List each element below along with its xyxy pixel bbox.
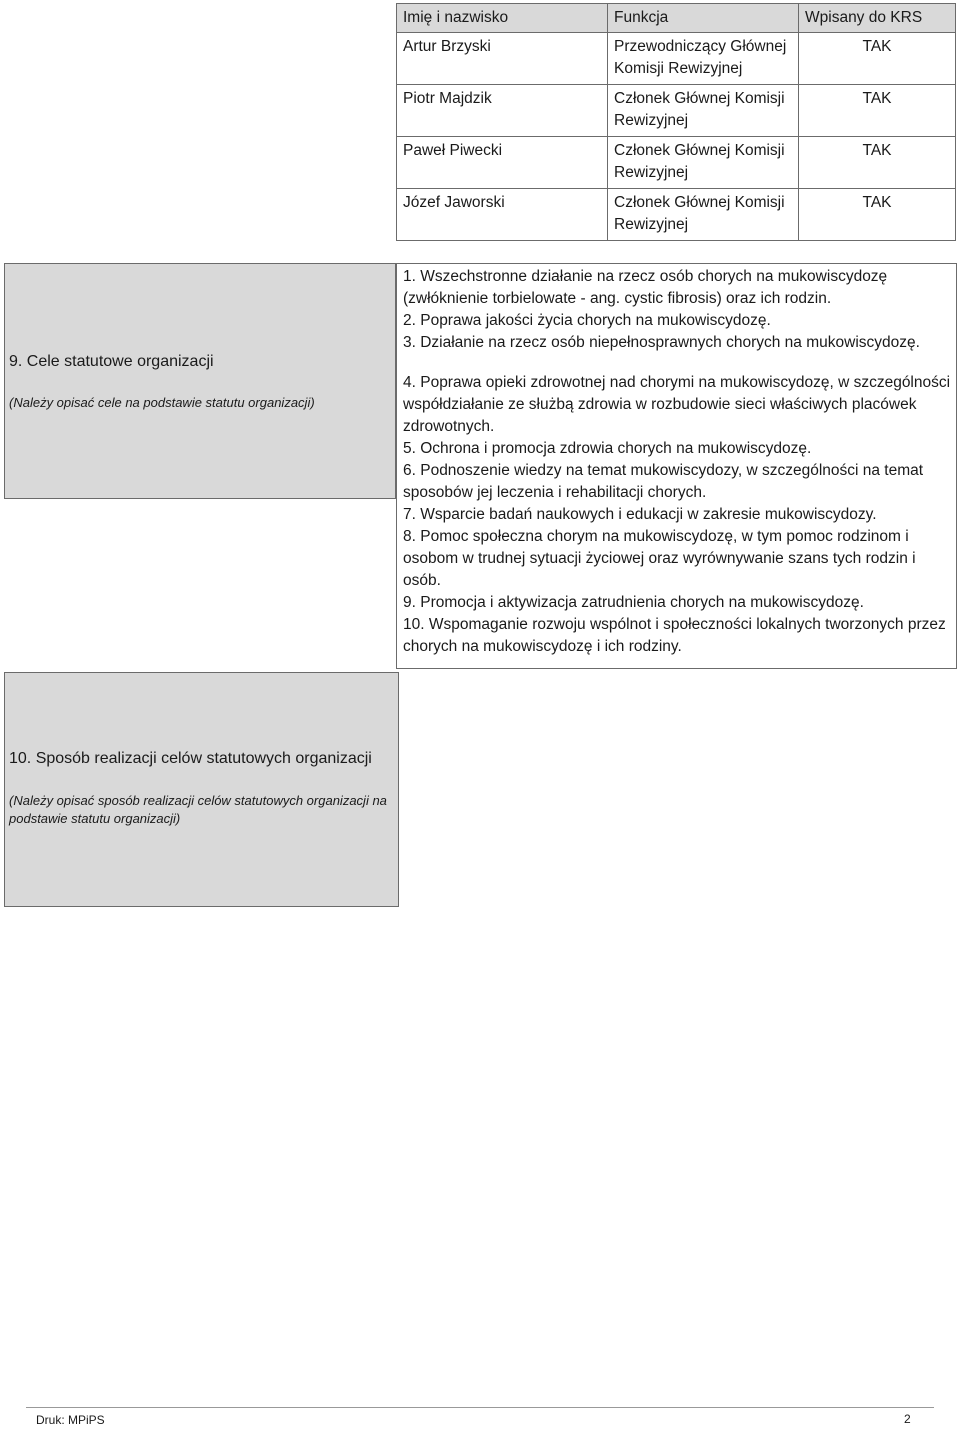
table-row [397,33,956,85]
members-table-header-row [397,4,956,33]
member-function: Członek Głównej Komisji Rewizyjnej [608,85,799,137]
header-krs: Wpisany do KRS [799,4,956,33]
header-name: Imię i nazwisko [397,4,608,33]
member-function: Przewodniczący Głównej Komisji Rewizyjnej [608,33,799,85]
section9-goals-box [396,263,957,669]
footer-page-number: 2 [904,1412,911,1426]
section10-title: 10. Sposób realizacji celów statutowych organizacji [9,750,372,767]
goal-item: 5. Ochrona i promocja zdrowia chorych na mukowiscydozę. [403,440,812,457]
header-function: Funkcja [608,4,799,33]
member-name: Artur Brzyski [397,33,608,85]
goal-item: 10. Wspomaganie rozwoju wspólnot i społeczności lokalnych tworzonych przez chorych na mukowiscydozę i ich rodziny. [403,616,946,655]
footer-print-label: Druk: MPiPS [36,1413,105,1427]
goal-item: 8. Pomoc społeczna chorym na mukowiscydozę, w tym pomoc rodzinom i osobom w trudnej sytuacji życiowej oraz wyrównywanie szans tych rodzin i osób. [403,528,916,589]
member-krs: TAK [799,85,956,137]
member-function: Członek Głównej Komisji Rewizyjnej [608,189,799,241]
section9-label-box [4,263,396,499]
table-row [397,85,956,137]
member-krs: TAK [799,137,956,189]
table-row [397,137,956,189]
member-name: Paweł Piwecki [397,137,608,189]
section10-label-box [4,672,399,907]
footer-divider [26,1407,934,1408]
goal-item: 4. Poprawa opieki zdrowotnej nad chorymi na mukowiscydozę, w szczególności współdziałanie ze służbą zdrowia w rozbudowie sieci właściwych placówek zdrowotnych. [403,374,951,435]
goal-item: 2. Poprawa jakości życia chorych na mukowiscydozę. [403,312,771,329]
member-function: Członek Głównej Komisji Rewizyjnej [608,137,799,189]
goal-item: 3. Działanie na rzecz osób niepełnosprawnych chorych na mukowiscydozę. [403,334,920,351]
member-name: Józef Jaworski [397,189,608,241]
table-row [397,189,956,241]
members-table [396,3,956,241]
goal-item: 7. Wsparcie badań naukowych i edukacji w zakresie mukowiscydozy. [403,506,877,523]
section9-note: (Należy opisać cele na podstawie statutu organizacji) [9,395,315,410]
goals-list [403,266,951,658]
member-name: Piotr Majdzik [397,85,608,137]
goal-item: 6. Podnoszenie wiedzy na temat mukowiscydozy, w szczególności na temat sposobów jej leczenia i rehabilitacji chorych. [403,462,924,501]
goal-item: 1. Wszechstronne działanie na rzecz osób chorych na mukowiscydozę (zwłóknienie torbielowate - ang. cystic fibrosis) oraz ich rodzin. [403,268,888,307]
section10-note: (Należy opisać sposób realizacji celów statutowych organizacji na podstawie statutu organizacji) [9,793,387,826]
section9-title: 9. Cele statutowe organizacji [9,353,214,370]
goal-item: 9. Promocja i aktywizacja zatrudnienia chorych na mukowiscydozę. [403,594,864,611]
goals-spacer [403,354,951,372]
member-krs: TAK [799,189,956,241]
member-krs: TAK [799,33,956,85]
